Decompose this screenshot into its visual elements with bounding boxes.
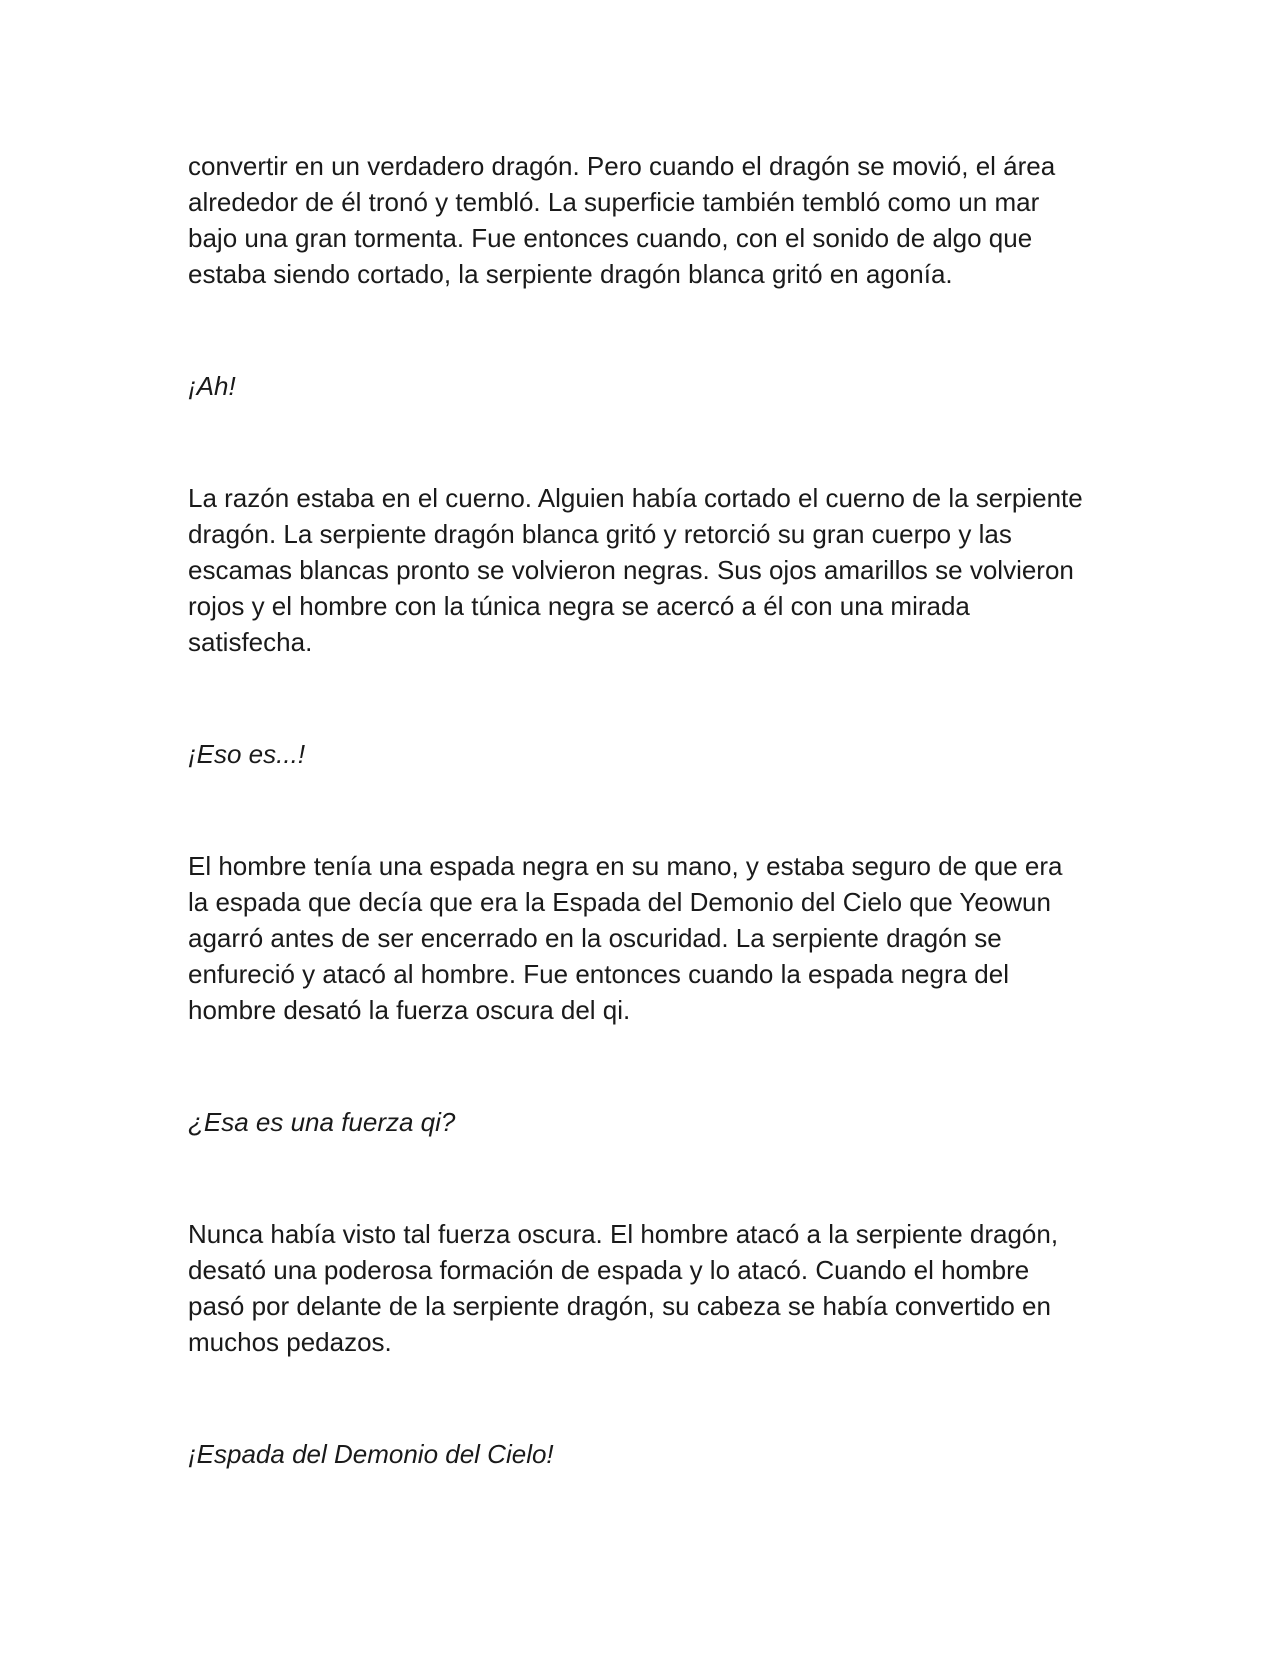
paragraph-narration: convertir en un verdadero dragón. Pero cuando el dragón se movió, el área alrededor de él tronó y tembló. La superficie también tembló como un mar bajo una gran tormenta. Fue entonces cuando, con el sonido de algo que estaba siendo cortado, la serpiente dragón blanca gritó en agonía. [188,151,1056,289]
paragraph-narration: El hombre tenía una espada negra en su mano, y estaba seguro de que era la espada que decía que era la Espada del Demonio del Cielo que Yeowun agarró antes de ser encerrado en la oscuridad. La serpiente dragón se enfureció y atacó al hombre. Fue entonces cuando la espada negra del hombre desató la fuerza oscura del qi. [188,851,1063,1025]
paragraph-thought: ¡Espada del Demonio del Cielo! [188,1439,554,1469]
paragraph-thought: ¡Eso es...! [188,739,306,769]
paragraph-narration: La razón estaba en el cuerno. Alguien había cortado el cuerno de la serpiente dragón. La serpiente dragón blanca gritó y retorció su gran cuerpo y las escamas blancas pronto se volvieron negras. Sus ojos amarillos se volvieron rojos y el hombre con la túnica negra se acercó a él con una mirada satisfecha. [188,483,1083,657]
paragraph-thought: ¿Esa es una fuerza qi? [188,1107,456,1137]
paragraph-narration: Nunca había visto tal fuerza oscura. El hombre atacó a la serpiente dragón, desató una poderosa formación de espada y lo atacó. Cuando el hombre pasó por delante de la serpiente dragón, su cabeza se había convertido en muchos pedazos. [188,1219,1059,1357]
paragraph-thought: ¡Ah! [188,371,236,401]
document-body [188,148,1088,1472]
